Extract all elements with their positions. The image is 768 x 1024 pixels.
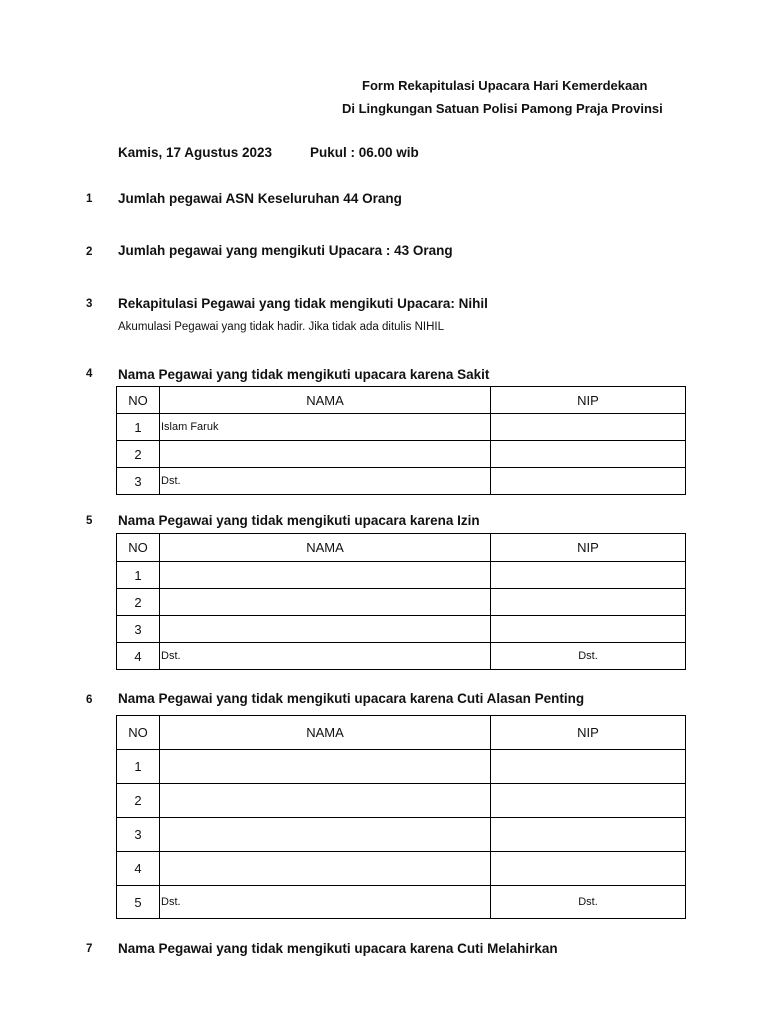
row-no: 5 [117,886,160,919]
item-number-3: 3 [86,298,93,310]
item-number-4: 4 [86,368,93,380]
item-number-7: 7 [86,943,93,955]
row-nip [491,441,686,468]
row-nama [160,784,491,818]
row-nama [160,616,491,643]
row-nama [160,750,491,784]
row-no: 1 [117,562,160,589]
row-nama: Dst. [160,643,491,670]
item-number-6: 6 [86,694,93,706]
table-header-row [117,534,686,562]
row-nip [491,818,686,852]
column-header-no: NO [117,387,160,414]
row-no: 1 [117,414,160,441]
table-sakit [116,386,686,495]
row-no: 3 [117,818,160,852]
table-row [117,589,686,616]
row-nama: Dst. [160,886,491,919]
column-header-nip: NIP [491,716,686,750]
row-nama [160,441,491,468]
event-date: Kamis, 17 Agustus 2023 [118,145,273,160]
item-number-5: 5 [86,515,93,527]
table-row [117,852,686,886]
column-header-nama: NAMA [160,534,491,562]
item-text-1: Jumlah pegawai ASN Keseluruhan 44 Orang [118,191,402,206]
row-nip [491,562,686,589]
table-row [117,616,686,643]
table-row [117,468,686,495]
row-nama: Dst. [160,468,491,495]
row-no: 3 [117,616,160,643]
row-nip [491,616,686,643]
table-row [117,643,686,670]
table-row [117,562,686,589]
table-row [117,750,686,784]
item-number-1: 1 [86,193,93,205]
table-izin [116,533,686,670]
row-no: 2 [117,784,160,818]
row-no: 1 [117,750,160,784]
table-cuti-alasan-penting [116,715,686,919]
row-nip [491,414,686,441]
row-nama [160,589,491,616]
row-nip [491,784,686,818]
table-row [117,784,686,818]
row-nip [491,852,686,886]
item-text-7: Nama Pegawai yang tidak mengikuti upacara karena Cuti Melahirkan [118,941,558,956]
column-header-nip: NIP [491,534,686,562]
row-nama [160,852,491,886]
event-time: Pukul : 06.00 wib [310,145,419,160]
column-header-nama: NAMA [160,716,491,750]
form-title: Form Rekapitulasi Upacara Hari Kemerdekaan [362,78,648,93]
column-header-no: NO [117,716,160,750]
row-no: 2 [117,589,160,616]
table-row [117,818,686,852]
item-text-2: Jumlah pegawai yang mengikuti Upacara : 43 Orang [118,243,453,258]
row-nip [491,468,686,495]
item-number-2: 2 [86,246,93,258]
item-text-5: Nama Pegawai yang tidak mengikuti upacara karena Izin [118,513,480,528]
column-header-no: NO [117,534,160,562]
table-header-row [117,387,686,414]
item-text-6: Nama Pegawai yang tidak mengikuti upacara karena Cuti Alasan Penting [118,691,585,706]
row-no: 4 [117,643,160,670]
row-no: 4 [117,852,160,886]
row-nama [160,818,491,852]
table-row [117,886,686,919]
item-text-3: Rekapitulasi Pegawai yang tidak mengikuti Upacara: Nihil [118,296,488,311]
table-row [117,414,686,441]
row-nama [160,562,491,589]
column-header-nama: NAMA [160,387,491,414]
item-text-4: Nama Pegawai yang tidak mengikuti upacara karena Sakit [118,367,490,382]
table-row [117,441,686,468]
row-no: 2 [117,441,160,468]
row-nip: Dst. [491,643,686,670]
row-nama: Islam Faruk [160,414,491,441]
column-header-nip: NIP [491,387,686,414]
row-nip: Dst. [491,886,686,919]
table-header-row [117,716,686,750]
row-nip [491,750,686,784]
form-subtitle: Di Lingkungan Satuan Polisi Pamong Praja Provinsi [342,101,663,116]
row-nip [491,589,686,616]
row-no: 3 [117,468,160,495]
item-note-3: Akumulasi Pegawai yang tidak hadir. Jika tidak ada ditulis NIHIL [118,321,445,333]
